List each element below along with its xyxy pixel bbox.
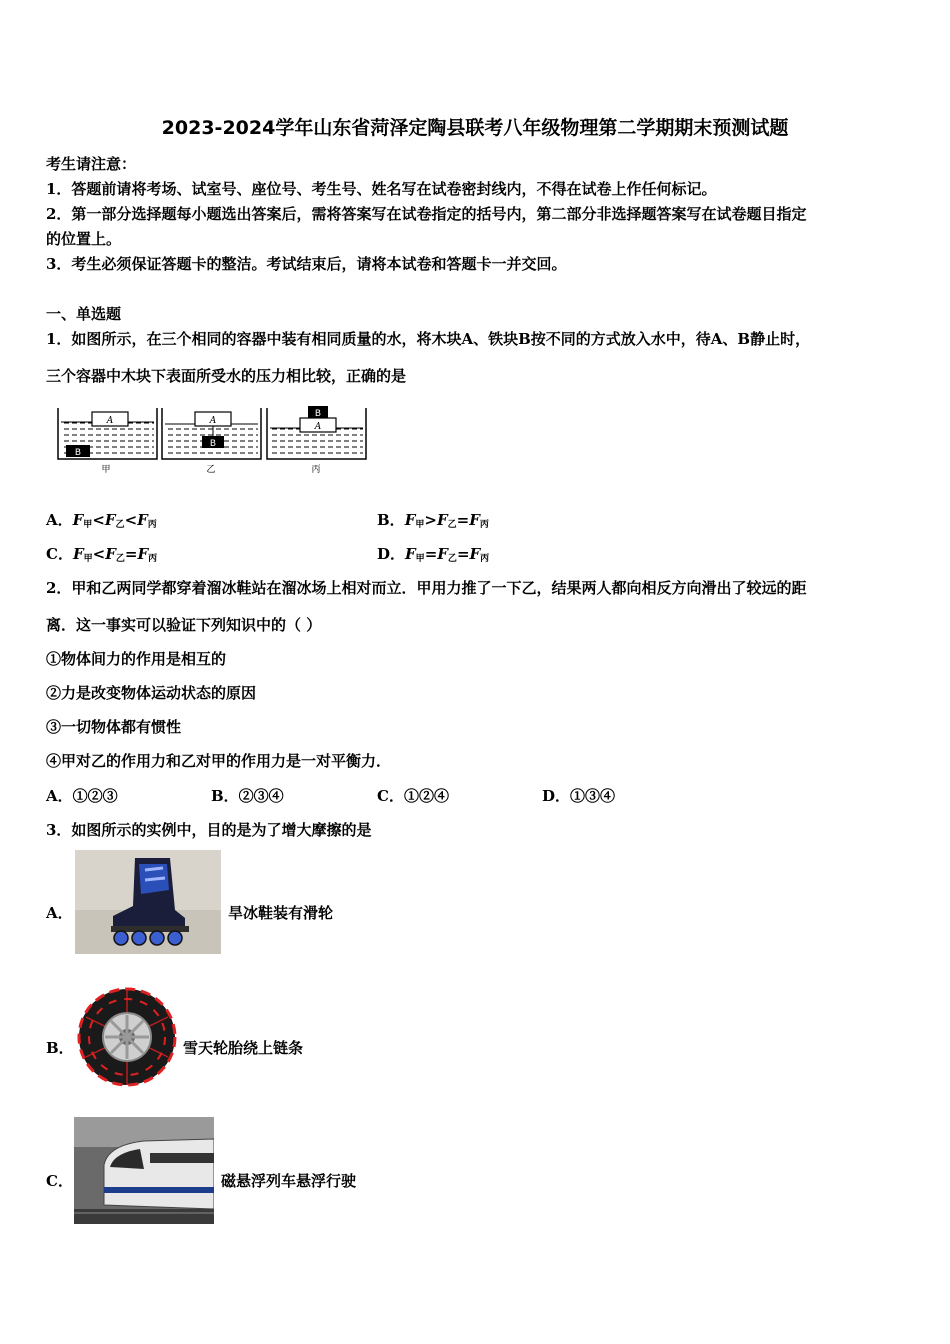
notice-item-1: 1．答题前请将考场、试室号、座位号、考生号、姓名写在试卷密封线内，不得在试卷上作任何标记。 [46,180,717,198]
notice-item-2-cont: 的位置上。 [46,230,122,248]
container-bing [267,406,366,475]
q3-option-b-letter[interactable]: B． [46,1039,74,1057]
q1-option-c[interactable]: C．$F_甲<F_乙=F_丙$ [46,545,158,564]
q3-option-b-text: 雪天轮胎绕上链条 [183,1039,304,1057]
q2-option-a[interactable]: A．①②③ [46,787,118,805]
page-title: 2023-2024学年山东省菏泽定陶县联考八年级物理第二学期期末预测试题 [161,117,789,139]
q1-stem-line2: 三个容器中木块下表面所受水的压力相比较，正确的是 [46,367,407,385]
block-a-label: A [314,422,322,432]
container-yi [162,408,261,475]
q2-statement-4: ④甲对乙的作用力和乙对甲的作用力是一对平衡力． [46,752,392,770]
q2-option-d[interactable]: D．①③④ [542,787,616,805]
notice-item-2: 2．第一部分选择题每小题选出答案后，需将答案写在试卷指定的括号内，第二部分非选择题答案写在试卷题目指定 [46,205,807,223]
q1-option-b[interactable]: B．$F_甲>F_乙=F_丙$ [377,511,489,530]
q3-option-a-letter[interactable]: A． [46,904,73,922]
q1-option-a[interactable]: A．$F_甲<F_乙<F_丙$ [46,511,157,530]
q1-stem-line1: 1．如图所示，在三个相同的容器中装有相同质量的水，将木块A、铁块B按不同的方式放入水中，待A、B静止时， [46,330,811,348]
block-b-label: B [209,439,217,449]
notice-item-3: 3．考生必须保证答题卡的整洁。考试结束后，请将本试卷和答题卡一并交回。 [46,255,567,273]
q2-statement-1: ①物体间力的作用是相互的 [46,650,227,668]
section-heading: 一、单选题 [46,305,122,323]
container-yi-label: 乙 [206,465,216,475]
container-jia [58,408,157,475]
q2-statement-3: ③一切物体都有惯性 [46,718,182,736]
q2-statement-2: ②力是改变物体运动状态的原因 [46,684,257,702]
q2-stem-line1: 2．甲和乙两同学都穿着溜冰鞋站在溜冰场上相对而立．甲用力推了一下乙，结果两人都向相反方向滑出了较远的距 [46,579,807,597]
q1-option-d[interactable]: D．$F_甲=F_乙=F_丙$ [377,545,490,564]
block-a-label: A [209,416,217,426]
notice-heading: 考生请注意： [46,155,137,173]
maglev-train-image [74,1117,214,1224]
container-jia-label: 甲 [101,465,111,475]
block-b-label: B [314,409,322,419]
q2-option-b[interactable]: B．②③④ [211,787,284,805]
block-a-label: A [106,416,114,426]
container-bing-label: 丙 [311,465,321,475]
q3-option-c-letter[interactable]: C． [46,1172,73,1190]
roller-skate-image [75,850,221,954]
q3-option-c-text: 磁悬浮列车悬浮行驶 [221,1172,357,1190]
q3-stem: 3．如图所示的实例中，目的是为了增大摩擦的是 [46,821,372,839]
tire-chain-image [76,987,178,1087]
q2-stem-line2: 离．这一事实可以验证下列知识中的（ ） [46,616,322,634]
block-b-label: B [74,448,82,458]
q2-option-c[interactable]: C．①②④ [377,787,449,805]
q1-containers-figure [56,402,368,478]
q3-option-a-text: 旱冰鞋装有滑轮 [228,904,334,922]
